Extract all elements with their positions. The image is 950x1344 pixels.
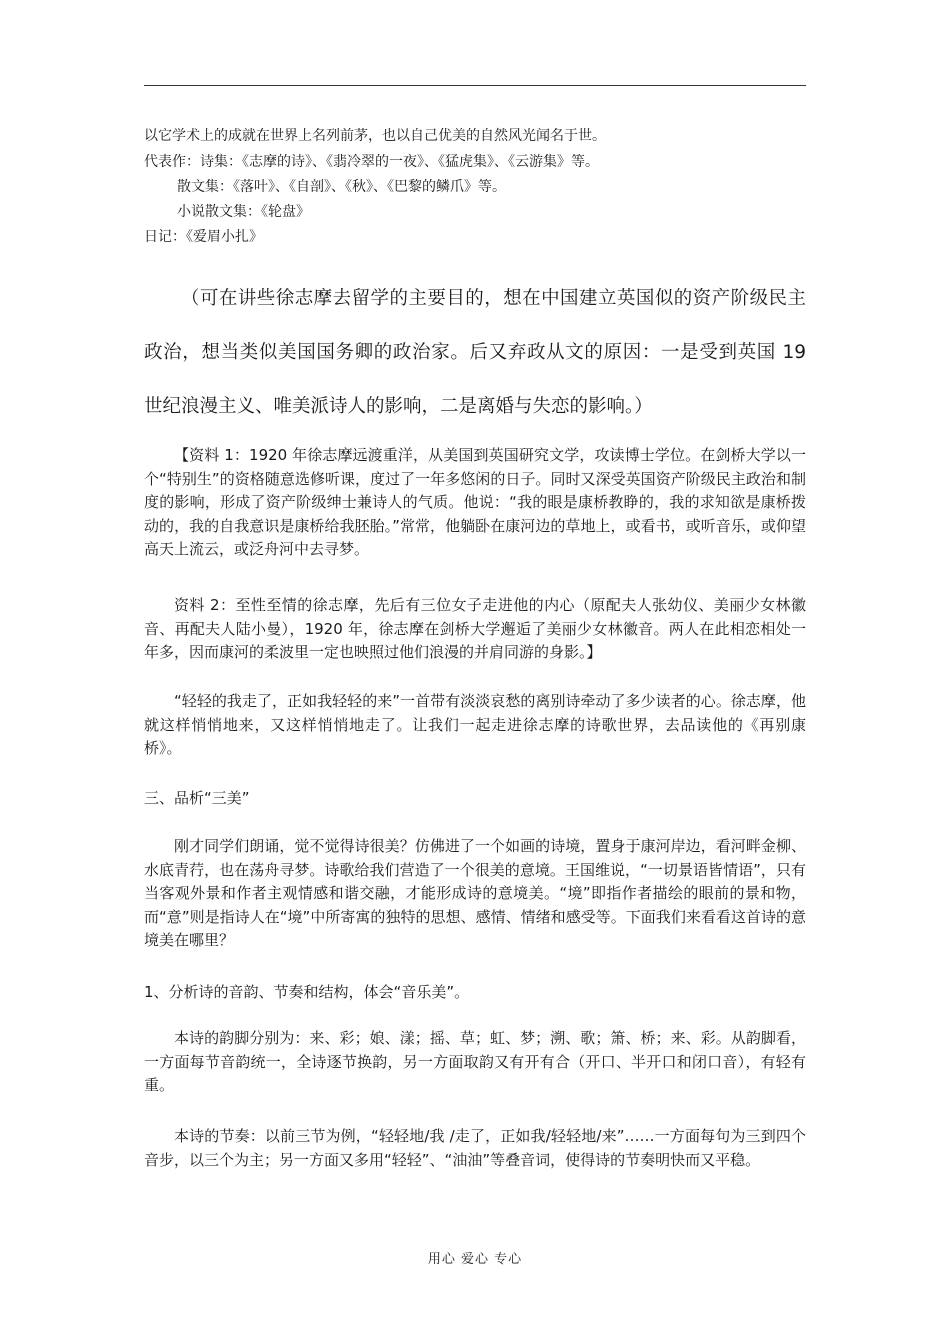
intro-line-4: 小说散文集：《轮盘》 [177,204,310,220]
page-footer: 用心 爱心 专心 [427,1252,523,1267]
subsection-1-heading: 1、分析诗的音韵、节奏和结构，体会“音乐美”。 [144,983,470,1001]
section-3-paragraph: 刚才同学们朗诵，觉不觉得诗很美？仿佛进了一个如画的诗境，置身于康河岸边，看河畔金柳、水底青荇，也在荡舟寻梦。诗歌给我们营造了一个很美的意境。王国维说，“一切景语皆情语”，只有当客观外景和作者主观情感和谐交融，才能形成诗的意境美。“境”即指作者描绘的眼前的景和物，而“意”则是指诗人在“境”中所寄寓的独特的思想、感情、情绪和感受等。下面我们来看看这首诗的意境美在哪里？ [144,837,806,949]
material-1-paragraph: 【资料 1：1920 年徐志摩远渡重洋，从美国到英国研究文学，攻读博士学位。在剑桥大学以一个“特别生”的资格随意选修听课，度过了一年多悠闲的日子。同时又深受英国资产阶级民主政治和制度的影响，形成了资产阶级绅士兼诗人的气质。他说：“我的眼是康桥教睁的，我的求知欲是康桥拨动的，我的自我意识是康桥给我胚胎。”常常，他躺卧在康河边的草地上，或看书，或听音乐，或仰望高天上流云，或泛舟河中去寻梦。 [144,446,806,558]
header-rule [144,85,806,86]
material-2-paragraph: 资料 2：至性至情的徐志摩，先后有三位女子走进他的内心（原配夫人张幼仪、美丽少女林徽音、再配夫人陆小曼），1920 年，徐志摩在剑桥大学邂逅了美丽少女林徽音。两人在此相恋相处一年多，因而康河的柔波里一定也映照过他们浪漫的并肩同游的身影。】 [144,596,806,661]
intro-line-5: 日记：《爱眉小扎》 [144,229,263,245]
teaching-note: （可在讲些徐志摩去留学的主要目的，想在中国建立英国似的资产阶级民主政治，想当类似美国国务卿的政治家。后又弃政从文的原因：一是受到英国 19 世纪浪漫主义、唯美派诗人的影响，二是离婚与失恋的影响。） [144,288,806,417]
intro-line-3: 散文集：《落叶》、《自剖》、《秋》、《巴黎的鳞爪》等。 [177,179,506,195]
rhyme-paragraph: 本诗的韵脚分别为：来、彩；娘、漾；摇、草；虹、梦；溯、歌；箫、桥；来、彩。从韵脚看，一方面每节音韵统一，全诗逐节换韵，另一方面取韵又有开有合（开口、半开口和闭口音），有轻有重。 [144,1029,806,1094]
intro-line-2: 代表作：诗集：《志摩的诗》、《翡冷翠的一夜》、《猛虎集》、《云游集》等。 [144,154,599,170]
intro-line-1: 以它学术上的成就在世界上名列前茅，也以自己优美的自然风光闻名于世。 [144,128,606,144]
rhythm-paragraph: 本诗的节奏：以前三节为例，“轻轻地/我 /走了，正如我/轻轻地/来”……一方面每句为三到四个音步，以三个为主；另一方面又多用“轻轻”、“油油”等叠音词，使得诗的节奏明快而又平稳。 [144,1127,806,1169]
section-3-heading: 三、品析“三美” [144,789,250,807]
transition-paragraph: “轻轻的我走了，正如我轻轻的来”一首带有淡淡哀愁的离别诗牵动了多少读者的心。徐志摩，他就这样悄悄地来，又这样悄悄地走了。让我们一起走进徐志摩的诗歌世界，去品读他的《再别康桥》。 [144,692,806,757]
